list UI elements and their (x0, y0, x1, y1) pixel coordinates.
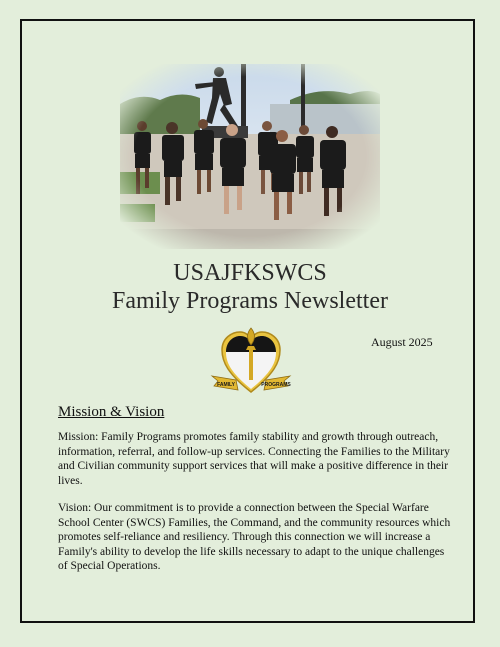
newsletter-title-org: USAJFKSWCS (173, 260, 327, 286)
vision-paragraph: Vision: Our commitment is to provide a connection between the Special Warfare School Center (SWCS) Families, the Command, and the community resources which promotes self-reliance and resiliency. Through this connection we will increase a Family's ability to develop the life skills necessary to adapt to the unique challenges of Special Operations. (58, 502, 451, 572)
crest-banner-left: FAMILY (217, 382, 235, 388)
crest-banner-right: PROGRAMS (261, 382, 291, 388)
newsletter-title: Family Programs Newsletter (112, 288, 388, 314)
mission-paragraph: Mission: Family Programs promotes family stability and growth through outreach, information, referral, and follow-up services. Connecting the Families to the Military and Civilian community support services that will make a positive difference in their lives. (58, 431, 450, 487)
cover-photo-soldiers-running (120, 64, 380, 249)
section-heading-mission-vision: Mission & Vision (58, 404, 165, 420)
issue-date: August 2025 (371, 335, 433, 349)
family-programs-crest-logo (210, 322, 292, 403)
